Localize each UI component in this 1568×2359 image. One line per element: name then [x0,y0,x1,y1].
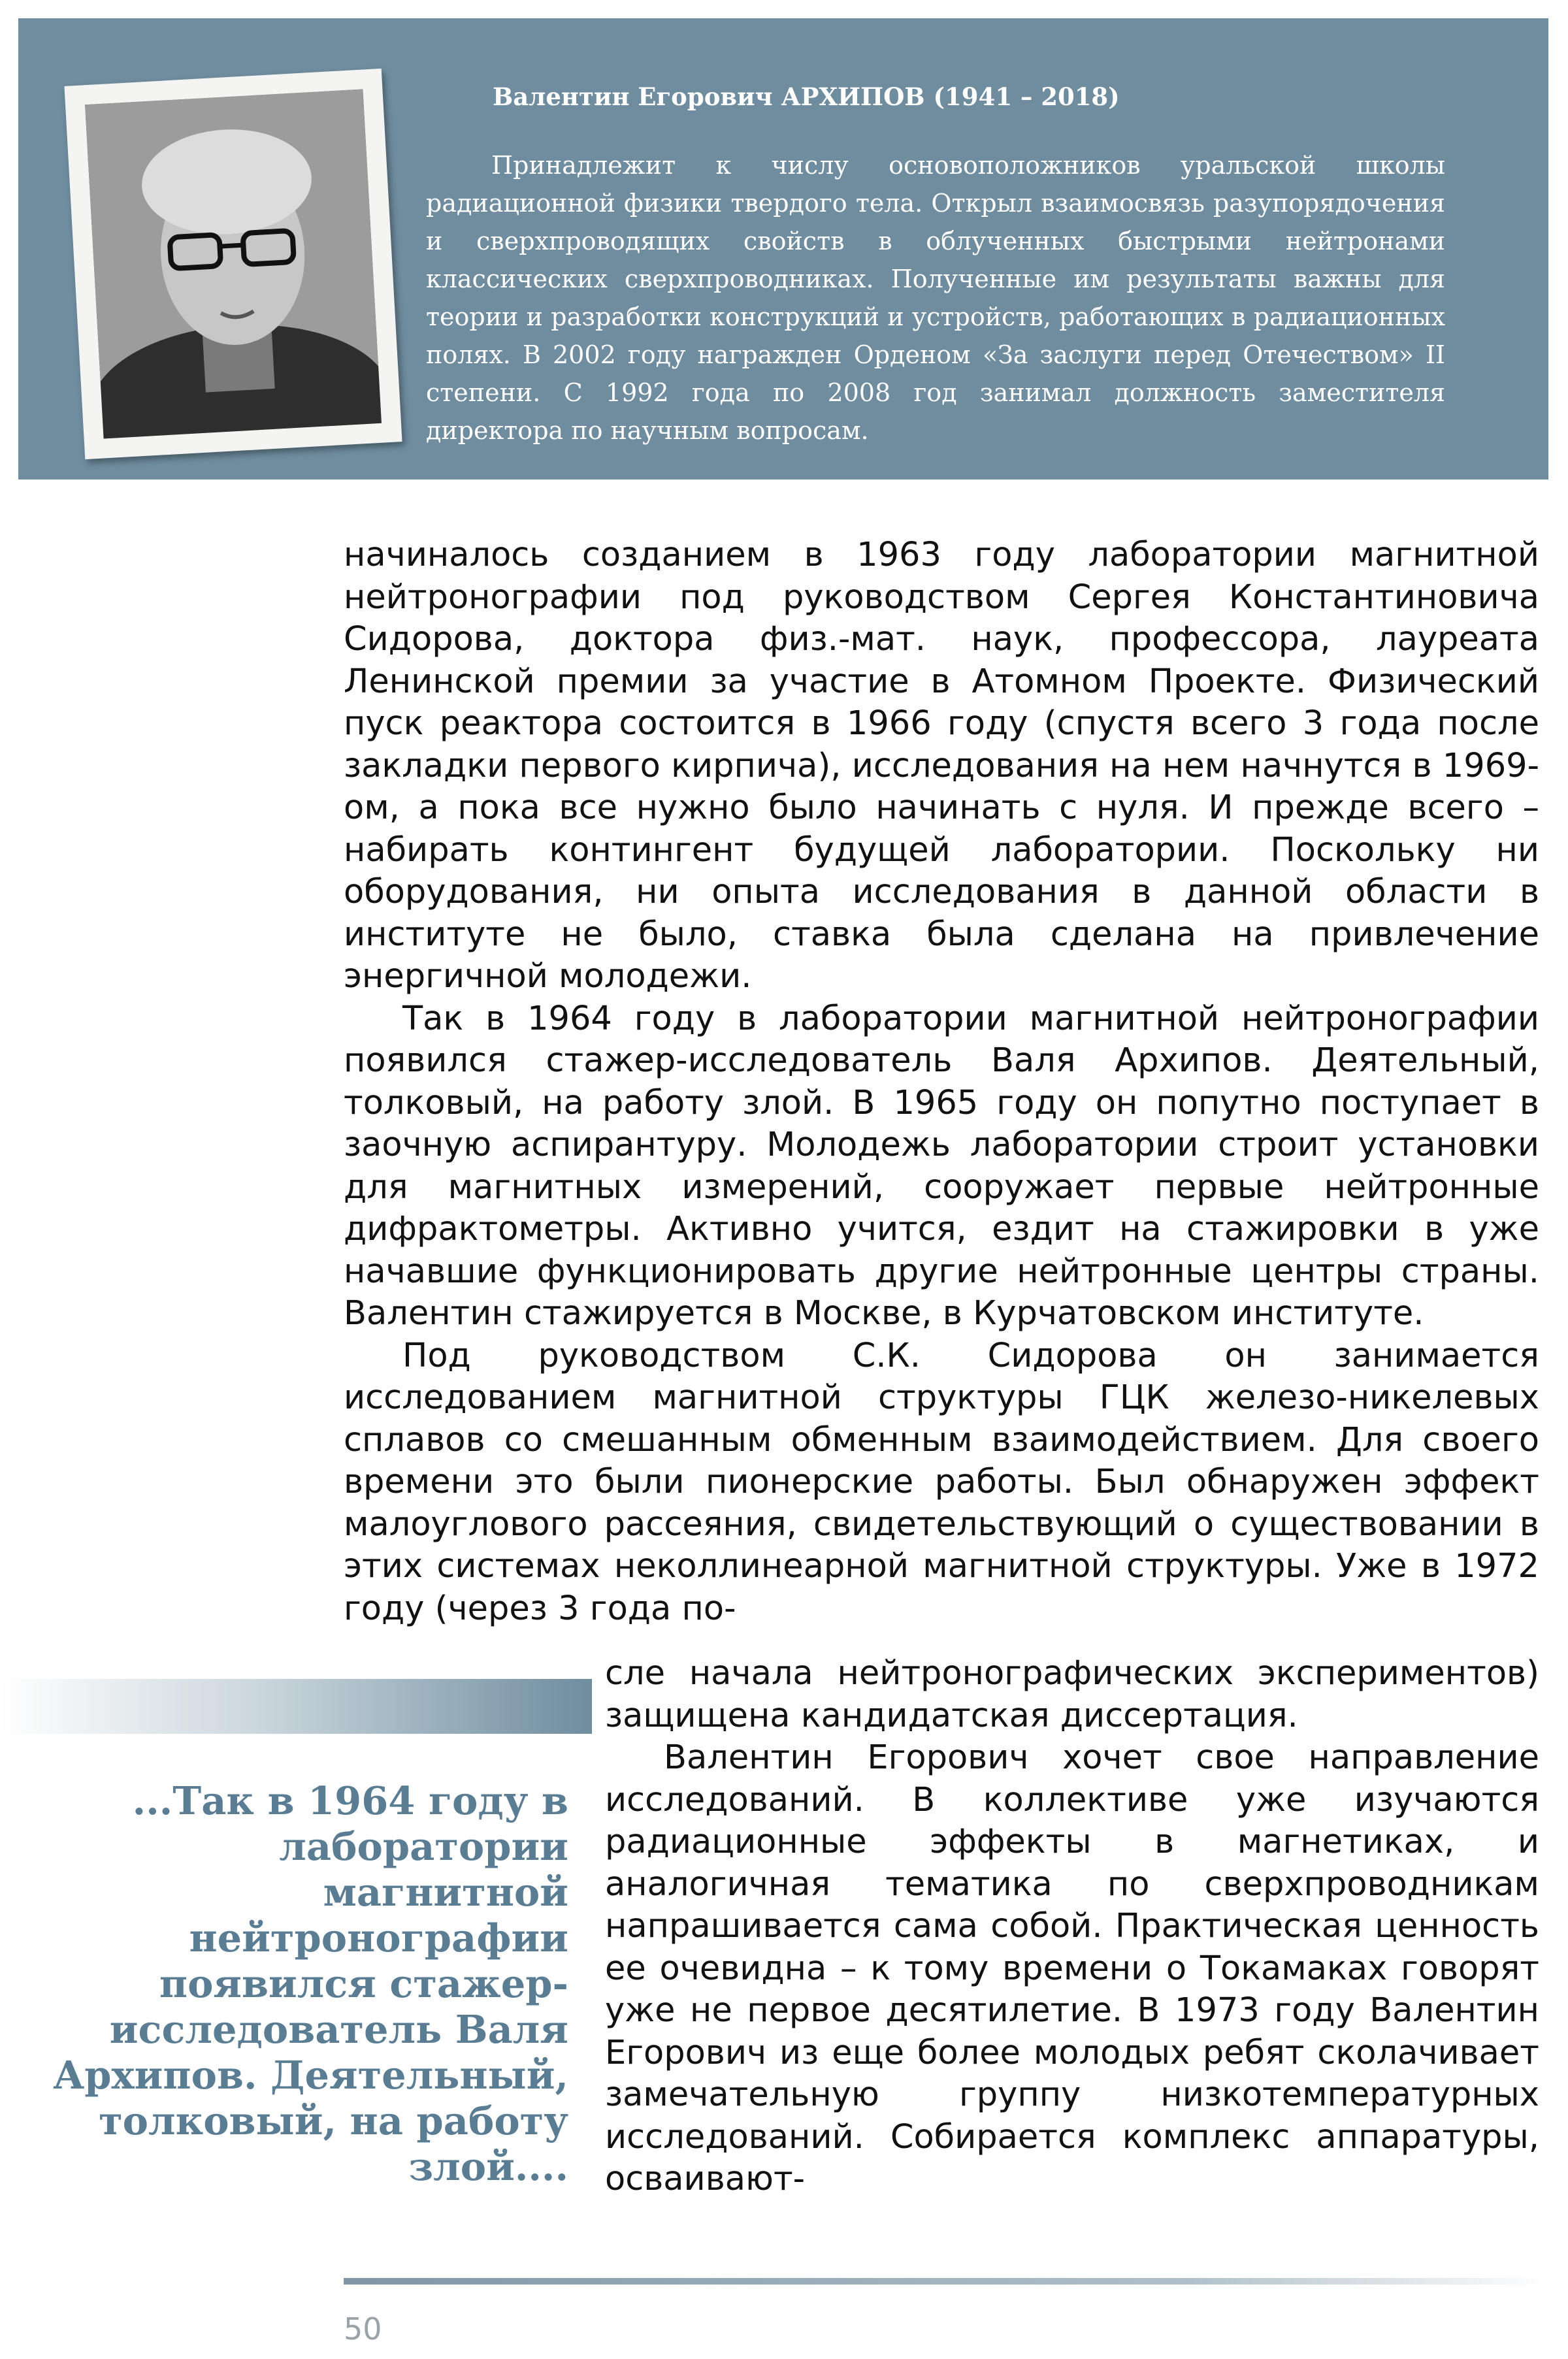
bio-name: Валентин Егорович АРХИПОВ (1941 – 2018) [493,82,1120,111]
portrait-photo [85,89,382,439]
page-number: 50 [344,2311,382,2347]
article-wrapped-column [605,1653,1539,2201]
bio-text: Принадлежит к числу основоположников уральской школы радиационной физики твердого тела. Открыл взаимосвязь разупорядочения и сверхпроводящих свойств в облученных быстрыми нейтронами классических сверхпроводниках. Полученные им результаты важны для теории и разработки конструкций и устройств, работающих в радиационных полях. В 2002 году награжден Орденом «За заслуги перед Отечеством» II степени. С 1992 года по 2008 год занимал должность заместителя директора по научным вопросам. [426,151,1445,445]
footer-rule [344,2278,1548,2285]
article-paragraph-3: Под руководством С.К. Сидорова он занимается исследованием магнитной структуры ГЦК железо-никелевых сплавов со смешанным обменным взаимодействием. Для своего времени это были пионерские работы. Был обнаружен эффект малоуглового рассеяния, свидетельствующий о существовании в этих системах неколлинеарной магнитной структуры. Уже в 1972 году (через 3 года по- [344,1336,1539,1628]
pull-quote-bar [0,1679,592,1734]
portrait-illustration [85,89,382,439]
portrait-frame [64,69,402,459]
article-paragraph-2: Так в 1964 году в лаборатории магнитной нейтронографии появился стажер-исследователь Валя Архипов. Деятельный, толковый, на работу злой. В 1965 году он попутно поступает в заочную аспирантуру. Молодежь лаборатории строит установки для магнитных измерений, сооружает первые нейтронные дифрактометры. Активно учится, ездит на стажировки в уже начавшие функционировать другие нейтронные центры страны. Валентин стажируется в Москве, в Курчатовском институте. [344,999,1539,1333]
article-paragraph-1: начиналось созданием в 1963 году лаборатории магнитной нейтронографии под руководством Сергея Константиновича Сидорова, доктора физ.-мат. наук, профессора, лауреата Ленинской премии за участие в Атомном Проекте. Физический пуск реактора состоится в 1966 году (спустя всего 3 года после закладки первого кирпича), исследования на нем начнутся в 1969-ом, а пока все нужно было начинать с нуля. И прежде всего – набирать контингент будущей лаборатории. Поскольку ни оборудования, ни опыта исследования в данной области в институте не было, ставка была сделана на привлечение энергичной молодежи. [344,536,1539,996]
bio-banner [18,18,1548,480]
article-paragraph-3-continued: сле начала нейтронографических экспериментов) защищена кандидатская диссертация. [605,1654,1539,1735]
article-paragraph-4: Валентин Егорович хочет свое направление исследований. В коллективе уже изучаются радиационные эффекты в магнетиках, и аналогичная тематика по сверхпроводникам напрашивается сама собой. Практическая ценность ее очевидна – к тому времени о Токамаках говорят уже не первое десятилетие. В 1973 году Валентин Егорович из еще более молодых ребят сколачивает замечательную группу низкотемпературных исследований. Собирается комплекс аппаратуры, осваивают- [605,1738,1539,2198]
pull-quote: ...Так в 1964 году в лаборатории магнитной нейтронографии появился стажер-исследователь Валя Архипов. Деятельный, толковый, на работу злой.... [53,1778,568,2189]
article-body [344,534,1539,1630]
